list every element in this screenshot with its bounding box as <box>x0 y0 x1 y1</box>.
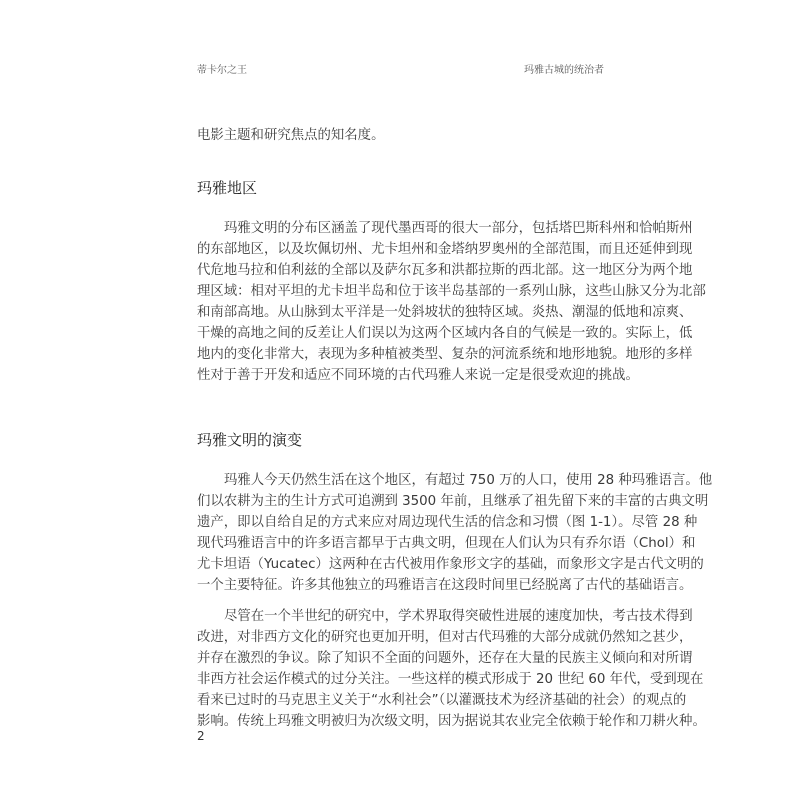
text-line: 非西方社会运作模式的过分关注。一些这样的模式形成于 20 世纪 60 年代，受到现在 <box>197 672 704 687</box>
text-line: 理区域：相对平坦的尤卡坦半岛和位于该半岛基部的一系列山脉，这些山脉又分为北部 <box>197 284 706 299</box>
text-line: 性对于善于开发和适应不同环境的古代玛雅人来说一定是很受欢迎的挑战。 <box>197 368 639 383</box>
running-header-book-title: 蒂卡尔之王 <box>197 65 247 76</box>
text-line: 并存在激烈的争议。除了知识不全面的问题外，还存在大量的民族主义倾向和对所谓 <box>197 651 693 666</box>
text-line: 代危地马拉和伯利兹的全部以及萨尔瓦多和洪都拉斯的西北部。这一地区分为两个地 <box>197 263 693 278</box>
running-header-chapter-title: 玛雅古城的统治者 <box>524 65 604 76</box>
text-line: 一个主要特征。许多其他独立的玛雅语言在这段时间里已经脱离了古代的基础语言。 <box>197 578 693 593</box>
text-line: 地内的变化非常大，表现为多种植被类型、复杂的河流系统和地形地貌。地形的多样 <box>197 347 693 362</box>
text-line: 的东部地区，以及坎佩切州、尤卡坦州和金塔纳罗奥州的全部范围，而且还延伸到现 <box>197 242 693 257</box>
page-number: 2 <box>197 729 205 743</box>
text-line: 尤卡坦语（Yucatec）这两种在古代被用作象形文字的基础，而象形文字是古代文明的 <box>197 557 704 572</box>
text-line: 玛雅人今天仍然生活在这个地区，有超过 750 万的人口，使用 28 种玛雅语言。他 <box>224 473 713 488</box>
text-line: 遗产，即以自给自足的方式来应对周边现代生活的信念和习惯（图 1-1）。尽管 28 种 <box>197 515 698 530</box>
paragraph <box>197 218 706 386</box>
text-line: 玛雅文明的分布区涵盖了现代墨西哥的很大一部分，包括塔巴斯科州和恰帕斯州 <box>224 221 693 236</box>
text-line: 影响。传统上玛雅文明被归为次级文明，因为据说其农业完全依赖于轮作和刀耕火种。 <box>197 714 706 729</box>
continued-text-line: 电影主题和研究焦点的知名度。 <box>197 128 385 143</box>
text-line: 看来已过时的马克思主义关于“水利社会”（以灌溉技术为经济基础的社会）的观点的 <box>197 693 687 708</box>
paragraph <box>197 606 706 732</box>
paragraph <box>197 470 713 596</box>
text-line: 们以农耕为主的生计方式可追溯到 3500 年前，且继承了祖先留下来的丰富的古典文明 <box>197 494 709 509</box>
text-line: 尽管在一个半世纪的研究中，学术界取得突破性进展的速度加快，考古技术得到 <box>224 609 693 624</box>
text-line: 干燥的高地之间的反差让人们误以为这两个区域内各自的气候是一致的。实际上，低 <box>197 326 693 341</box>
text-line: 和南部高地。从山脉到太平洋是一处斜坡状的独特区域。炎热、潮湿的低地和凉爽、 <box>197 305 693 320</box>
text-line: 改进，对非西方文化的研究也更加开明，但对古代玛雅的大部分成就仍然知之甚少， <box>197 630 693 645</box>
section-heading: 玛雅文明的演变 <box>197 431 303 449</box>
text-line: 现代玛雅语言中的许多语言都早于古典文明，但现在人们认为只有乔尔语（Chol）和 <box>197 536 696 551</box>
section-heading: 玛雅地区 <box>197 179 258 197</box>
page-body <box>197 125 713 732</box>
